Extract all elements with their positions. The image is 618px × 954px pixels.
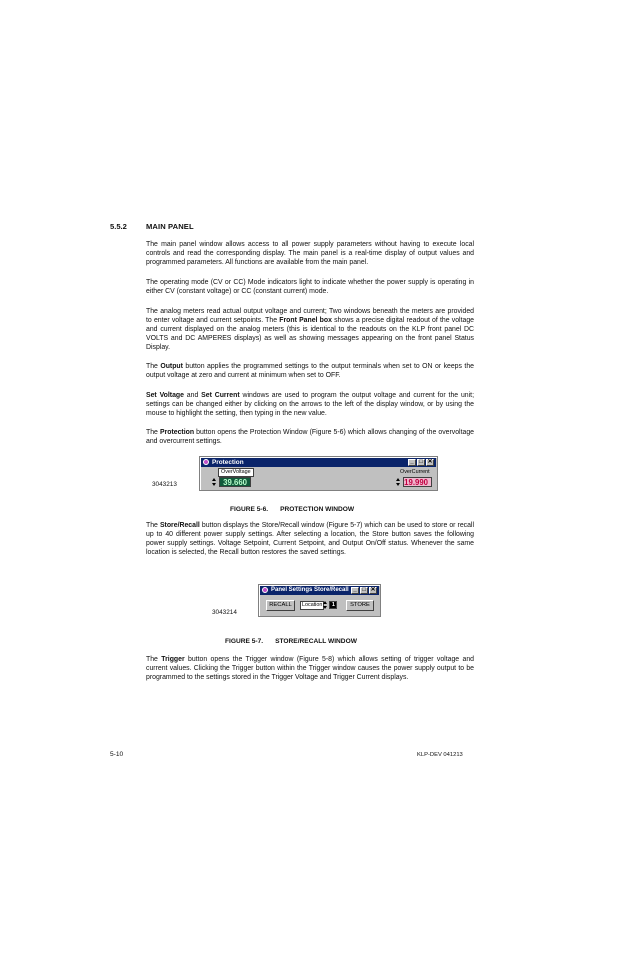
- minimize-button[interactable]: _: [408, 459, 416, 466]
- location-label: Location: [302, 602, 323, 608]
- paragraph-main-panel: The main panel window allows access to all power supply parameters without having to execute local controls and read the corresponding display. The main panel is a real-time display of output values and programmed parameters. All functions are available from the main panel.: [146, 241, 474, 267]
- figure-6-id: 3043213: [152, 481, 177, 488]
- paragraph-output-button: The Output button applies the programmed settings to the output terminals when set to ON or keeps the output voltage at zero and current at minimum when set to OFF.: [146, 363, 474, 380]
- protection-titlebar: [201, 458, 436, 467]
- app-icon: [262, 587, 268, 593]
- spinner-down-icon[interactable]: [396, 483, 400, 486]
- page-number: 5-10: [110, 751, 124, 758]
- paragraph-operating-mode: The operating mode (CV or CC) Mode indicators light to indicate whether the power supply is operating in either CV (constant voltage) or CC (constant current) mode.: [146, 279, 474, 296]
- document-id: KLP-DEV 041213: [417, 752, 463, 758]
- overvoltage-input[interactable]: 39.660: [219, 477, 251, 487]
- figure-7-id: 3043214: [212, 609, 237, 616]
- location-input[interactable]: 1: [329, 601, 337, 609]
- minimize-button[interactable]: _: [351, 587, 359, 594]
- spinner-down-icon[interactable]: [212, 483, 216, 486]
- store-button[interactable]: STORE: [346, 600, 374, 611]
- close-button[interactable]: ✕: [370, 587, 376, 593]
- overcurrent-input[interactable]: 19.990: [403, 477, 432, 487]
- paragraph-protection-button: The Protection button opens the Protection Window (Figure 5-6) which allows changing of the overvoltage and overcurrent settings.: [146, 429, 474, 446]
- app-icon: [203, 459, 209, 465]
- close-button[interactable]: ✕: [427, 459, 433, 465]
- spinner-up-icon[interactable]: [212, 478, 216, 481]
- maximize-button[interactable]: □: [417, 459, 425, 466]
- figure-6-caption: FIGURE 5-6. PROTECTION WINDOW: [230, 506, 355, 513]
- figure-7-caption: FIGURE 5-7. STORE/RECALL WINDOW: [225, 638, 357, 645]
- recall-button[interactable]: RECALL: [266, 600, 295, 611]
- store-recall-titlebar: [260, 586, 379, 595]
- section-title: MAIN PANEL: [146, 222, 194, 231]
- section-number: 5.5.2: [110, 222, 127, 231]
- paragraph-set-voltage-current: Set Voltage and Set Current windows are used to program the output voltage and current for the unit; settings can be changed either by clicking on the arrows to the left of the display window, or by using the mouse to highlight the setting, then typing in the new value.: [146, 392, 474, 418]
- protection-window-title: Protection: [212, 459, 244, 466]
- maximize-button[interactable]: □: [360, 587, 368, 594]
- spinner-up-icon[interactable]: [323, 601, 327, 604]
- overvoltage-label: OverVoltage: [218, 468, 254, 477]
- spinner-up-icon[interactable]: [396, 478, 400, 481]
- paragraph-trigger: The Trigger button opens the Trigger window (Figure 5-8) which allows setting of trigger voltage and current values. Clicking the Trigger button within the Trigger window causes the power supply output to be programmed to the settings stored in the Trigger Voltage and Trigger Current displays.: [146, 656, 474, 682]
- spinner-down-icon[interactable]: [323, 606, 327, 609]
- protection-window: [199, 456, 438, 491]
- store-recall-window: [258, 584, 381, 617]
- location-spinner[interactable]: [323, 600, 328, 610]
- paragraph-store-recall: The Store/Recall button displays the Store/Recall window (Figure 5-7) which can be used to store or recall up to 40 different power supply settings. After selecting a location, the Store button saves the following power supply settings. Voltage Setpoint, Current Setpoint, and Output On/Off status. Whenever the same location is selected, the Recall button restores the saved settings.: [146, 522, 474, 557]
- store-recall-window-title: Panel Settings Store/Recall: [271, 587, 349, 593]
- paragraph-analog-meters: The analog meters read actual output voltage and current; Two windows beneath the meters are provided to enter voltage and current setpoints. The Front Panel box shows a precise digital readout of the voltage and current displayed on the analog meters (this is identical to the readouts on the KLP front panel DC VOLTS and DC AMPERES displays) as well as showing messages appearing on the front panel Status Display.: [146, 308, 474, 352]
- overcurrent-spinner[interactable]: [396, 477, 401, 487]
- overvoltage-spinner[interactable]: [212, 477, 217, 487]
- overcurrent-label: OverCurrent: [400, 469, 430, 475]
